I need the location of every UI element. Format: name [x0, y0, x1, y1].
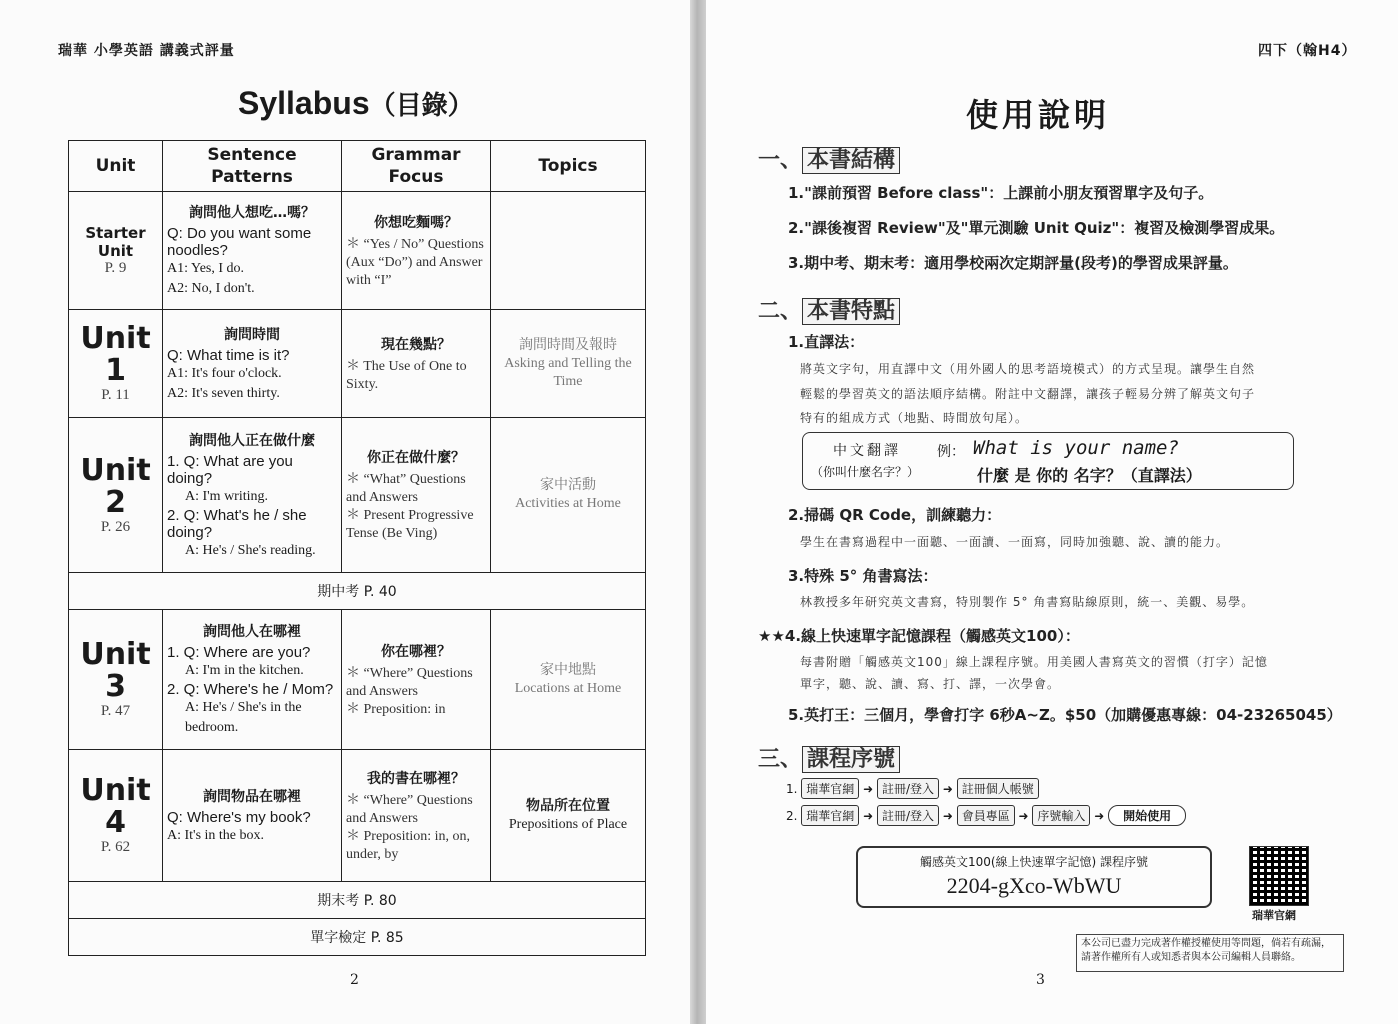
example-prefix: 例：	[937, 444, 965, 460]
col-sentence-patterns: Sentence Patterns	[163, 141, 342, 192]
unit-label: Unit	[80, 321, 151, 356]
page-number: 2	[350, 972, 359, 988]
table-row	[69, 310, 646, 418]
unit-label: Unit	[80, 637, 151, 672]
usage-title: 使用說明	[966, 96, 1111, 134]
example-en: What is your name?	[973, 437, 1179, 459]
qr-code	[1249, 846, 1309, 906]
feature-item-4: ★★4.線上快速單字記憶課程（觸感英文100）：	[758, 627, 1080, 645]
pattern-q: 1. Q: Where are you?	[167, 644, 311, 661]
syllabus-title-zh: （目錄）	[369, 90, 474, 120]
steps-flow-1: 1. 瑞華官網 ➜ 註冊/登入 ➜ 註冊個人帳號	[786, 778, 1039, 799]
grammar-point: ＊ Present Progressive Tense (Be Ving)	[346, 508, 474, 541]
grammar-point: ＊ “Where” Questions and Answers	[346, 792, 473, 826]
topic-en: Activities at Home	[515, 496, 621, 511]
example-box	[802, 432, 1294, 490]
grammar-point: ＊ Preposition: in, on, under, by	[346, 828, 471, 862]
step-enter-serial: 序號輸入	[1032, 805, 1090, 826]
grammar-point: ＊ “What” Questions and Answers	[346, 472, 466, 505]
section-number: 一、	[758, 148, 803, 173]
section-serial	[758, 742, 900, 773]
grammar-zh: 你在哪裡？	[381, 643, 451, 660]
pattern-cell	[163, 310, 342, 418]
unit-number: 4	[105, 805, 126, 840]
topic-en: Prepositions of Place	[508, 816, 628, 832]
feature-body: 每書附贈「觸感英文100」線上課程序號。用美國人書寫英文的習慣（打字）記憶	[800, 655, 1268, 669]
pattern-a2: A2: No, I don't.	[167, 281, 255, 296]
pattern-zh: 詢問他人在哪裡	[203, 624, 301, 640]
structure-item-2: 2."課後複習 Review"及"單元測驗 Unit Quiz"：複習及檢測學習成果。	[788, 219, 1285, 237]
grammar-zh: 我的書在哪裡？	[367, 770, 465, 787]
pattern-zh: 詢問物品在哪裡	[203, 788, 301, 805]
col-grammar-focus: Grammar Focus	[342, 141, 491, 192]
feature-body: 將英文字句，用直譯中文（用外國人的思考語境模式）的方式呈現。讓學生自然	[800, 362, 1256, 376]
grammar-cell	[342, 610, 491, 750]
page-number: 3	[1036, 972, 1045, 988]
table-row	[69, 882, 646, 919]
pattern-zh: 詢問他人想吃…嗎？	[189, 205, 315, 221]
unit-number: 1	[105, 353, 126, 388]
pattern-a1: A: I'm in the kitchen.	[185, 663, 304, 678]
structure-item-1: 1."課前預習 Before class"：上課前小朋友預習單字及句子。	[788, 184, 1214, 202]
step-website: 瑞華官網	[801, 805, 859, 826]
unit-cell	[69, 418, 163, 573]
vocab-row: 單字檢定 P. 85	[69, 919, 646, 956]
unit-cell	[69, 310, 163, 418]
step-login: 註冊/登入	[877, 805, 939, 826]
copyright-notice: 本公司已盡力完成著作權授權使用等問題，倘若有疏漏，請著作權所有人或知悉者與本公司編輯人員聯絡。	[1076, 934, 1344, 972]
pattern-q: Q: What time is it?	[167, 346, 290, 364]
unit-cell	[69, 610, 163, 750]
left-page	[0, 0, 690, 1024]
table-row	[69, 192, 646, 310]
final-row: 期末考 P. 80	[69, 882, 646, 919]
section-features	[758, 294, 900, 325]
qr-label: 瑞華官網	[1252, 909, 1296, 922]
step-login: 註冊/登入	[877, 778, 939, 799]
pattern-a2: A: He's / She's in the bedroom.	[185, 700, 302, 735]
feature-body: 林教授多年研究英文書寫，特別製作 5° 角書寫貼線原則，統一、美觀、易學。	[800, 595, 1255, 609]
topic-cell	[491, 418, 646, 573]
pattern-a2: A: He's / She's reading.	[185, 542, 316, 558]
midterm-row: 期中考 P. 40	[69, 573, 646, 610]
book-spine	[690, 0, 706, 1024]
pattern-cell	[163, 418, 342, 573]
pattern-q: Q: Where's my book?	[167, 808, 311, 826]
step-website: 瑞華官網	[801, 778, 859, 799]
table-row	[69, 750, 646, 882]
feature-body: 學生在書寫過程中一面聽、一面讀、一面寫，同時加強聽、說、讀的能力。	[800, 535, 1230, 549]
section-title: 本書結構	[802, 147, 900, 174]
unit-label: Unit	[80, 773, 151, 808]
feature-item-3: 3.特殊 5° 角書寫法：	[788, 567, 938, 585]
topic-en: Locations at Home	[514, 680, 622, 696]
table-row	[69, 919, 646, 956]
feature-item-1: 1.直譯法：	[788, 333, 865, 351]
example-label-sub: （你叫什麼名字？）	[811, 465, 920, 479]
unit-page: P. 9	[104, 260, 127, 276]
unit-cell	[69, 750, 163, 882]
grammar-cell	[342, 750, 491, 882]
grammar-zh: 你正在做什麼？	[367, 450, 465, 466]
unit-number: 2	[105, 484, 126, 520]
table-row	[69, 418, 646, 573]
section-structure	[758, 143, 900, 174]
grammar-cell	[342, 310, 491, 418]
feature-item-5: 5.英打王：三個月，學會打字 6秒A~Z。$50（加購優惠專線：04-23265045）	[788, 706, 1342, 724]
pattern-q2: 2. Q: What's he / she doing?	[167, 506, 307, 541]
unit-label: Starter Unit	[85, 224, 146, 260]
serial-code: 2204-gXco-WbWU	[946, 873, 1122, 898]
steps-flow-2: 2. 瑞華官網 ➜ 註冊/登入 ➜ 會員專區 ➜ 序號輸入 ➜ 開始使用	[786, 805, 1186, 826]
structure-item-3: 3.期中考、期末考：適用學校兩次定期評量(段考)的學習成果評量。	[788, 254, 1238, 272]
section-title: 課程序號	[802, 746, 900, 773]
topic-zh: 詢問時間及報時	[519, 337, 617, 353]
feature-body: 輕鬆的學習英文的語法順序結構。附註中文翻譯，讓孩子輕易分辨了解英文句子	[800, 387, 1256, 401]
col-topics: Topics	[491, 141, 646, 192]
grammar-zh: 你想吃麵嗎？	[374, 214, 458, 231]
topic-zh: 物品所在位置	[526, 798, 610, 814]
right-page	[706, 0, 1398, 1024]
feature-item-2: 2.掃碼 QR Code，訓練聽力：	[788, 506, 1002, 524]
table-row	[69, 573, 646, 610]
pattern-a2: A2: It's seven thirty.	[167, 385, 280, 401]
table-header-row	[69, 141, 646, 192]
unit-page: P. 11	[101, 387, 130, 403]
topic-cell	[491, 192, 646, 310]
pattern-zh: 詢問時間	[224, 326, 280, 343]
section-number: 三、	[758, 747, 803, 772]
example-zh: 什麼 是 你的 名字？（直譯法）	[977, 466, 1202, 485]
unit-label: Unit	[80, 452, 151, 488]
syllabus-title	[238, 85, 474, 122]
table-row	[69, 610, 646, 750]
grammar-point: ＊ Preposition: in	[346, 701, 446, 717]
topic-cell	[491, 750, 646, 882]
grammar-cell	[342, 418, 491, 573]
book-header: 瑞華 小學英語 講義式評量	[58, 43, 235, 59]
step-member-area: 會員專區	[957, 805, 1015, 826]
topic-zh: 家中活動	[540, 478, 596, 493]
syllabus-title-en: Syllabus	[238, 85, 370, 121]
topic-cell	[491, 310, 646, 418]
pattern-q: 1. Q: What are you doing?	[167, 452, 293, 487]
pattern-a1: A1: Yes, I do.	[167, 261, 245, 276]
grammar-point: ＊ “Where” Questions and Answers	[346, 665, 473, 699]
pattern-cell	[163, 610, 342, 750]
book-level-header: 四下（翰H4）	[1258, 43, 1357, 59]
grammar-point: ＊ The Use of One to Sixty.	[346, 358, 467, 392]
feature-body: 單字，聽、說、讀、寫、打、譯，一次學會。	[800, 677, 1061, 691]
topic-cell	[491, 610, 646, 750]
pattern-a1: A: It's in the box.	[167, 827, 265, 843]
example-label: 中文翻譯	[833, 443, 901, 459]
unit-page: P. 26	[100, 518, 131, 535]
unit-page: P. 62	[100, 839, 131, 855]
feature-body: 特有的組成方式（地點、時間放句尾）。	[800, 411, 1029, 425]
grammar-zh: 現在幾點？	[381, 336, 451, 353]
serial-code-label: 觸感英文100(線上快速單字記憶) 課程序號	[919, 855, 1149, 869]
unit-cell	[69, 192, 163, 310]
col-unit: Unit	[69, 141, 163, 192]
pattern-zh: 詢問他人正在做什麼	[189, 432, 315, 449]
grammar-point: ＊ “Yes / No” Questions (Aux “Do”) and Answer with “I”	[346, 236, 484, 288]
pattern-a1: A1: It's four o'clock.	[167, 365, 282, 381]
pattern-q2: 2. Q: Where's he / Mom?	[167, 681, 334, 698]
section-number: 二、	[758, 299, 803, 324]
pattern-cell	[163, 750, 342, 882]
pattern-q: Q: Do you want some noodles?	[167, 225, 312, 259]
unit-number: 3	[105, 669, 126, 704]
serial-code-box	[856, 846, 1212, 908]
syllabus-table	[68, 140, 646, 956]
topic-en: Asking and Telling the Time	[504, 355, 632, 389]
topic-zh: 家中地點	[540, 662, 596, 678]
pattern-cell	[163, 192, 342, 310]
unit-page: P. 47	[100, 703, 131, 719]
grammar-cell	[342, 192, 491, 310]
step-start: 開始使用	[1108, 805, 1186, 826]
section-title: 本書特點	[802, 298, 900, 325]
pattern-a1: A: I'm writing.	[185, 488, 269, 504]
step-register-account: 註冊個人帳號	[957, 778, 1039, 799]
